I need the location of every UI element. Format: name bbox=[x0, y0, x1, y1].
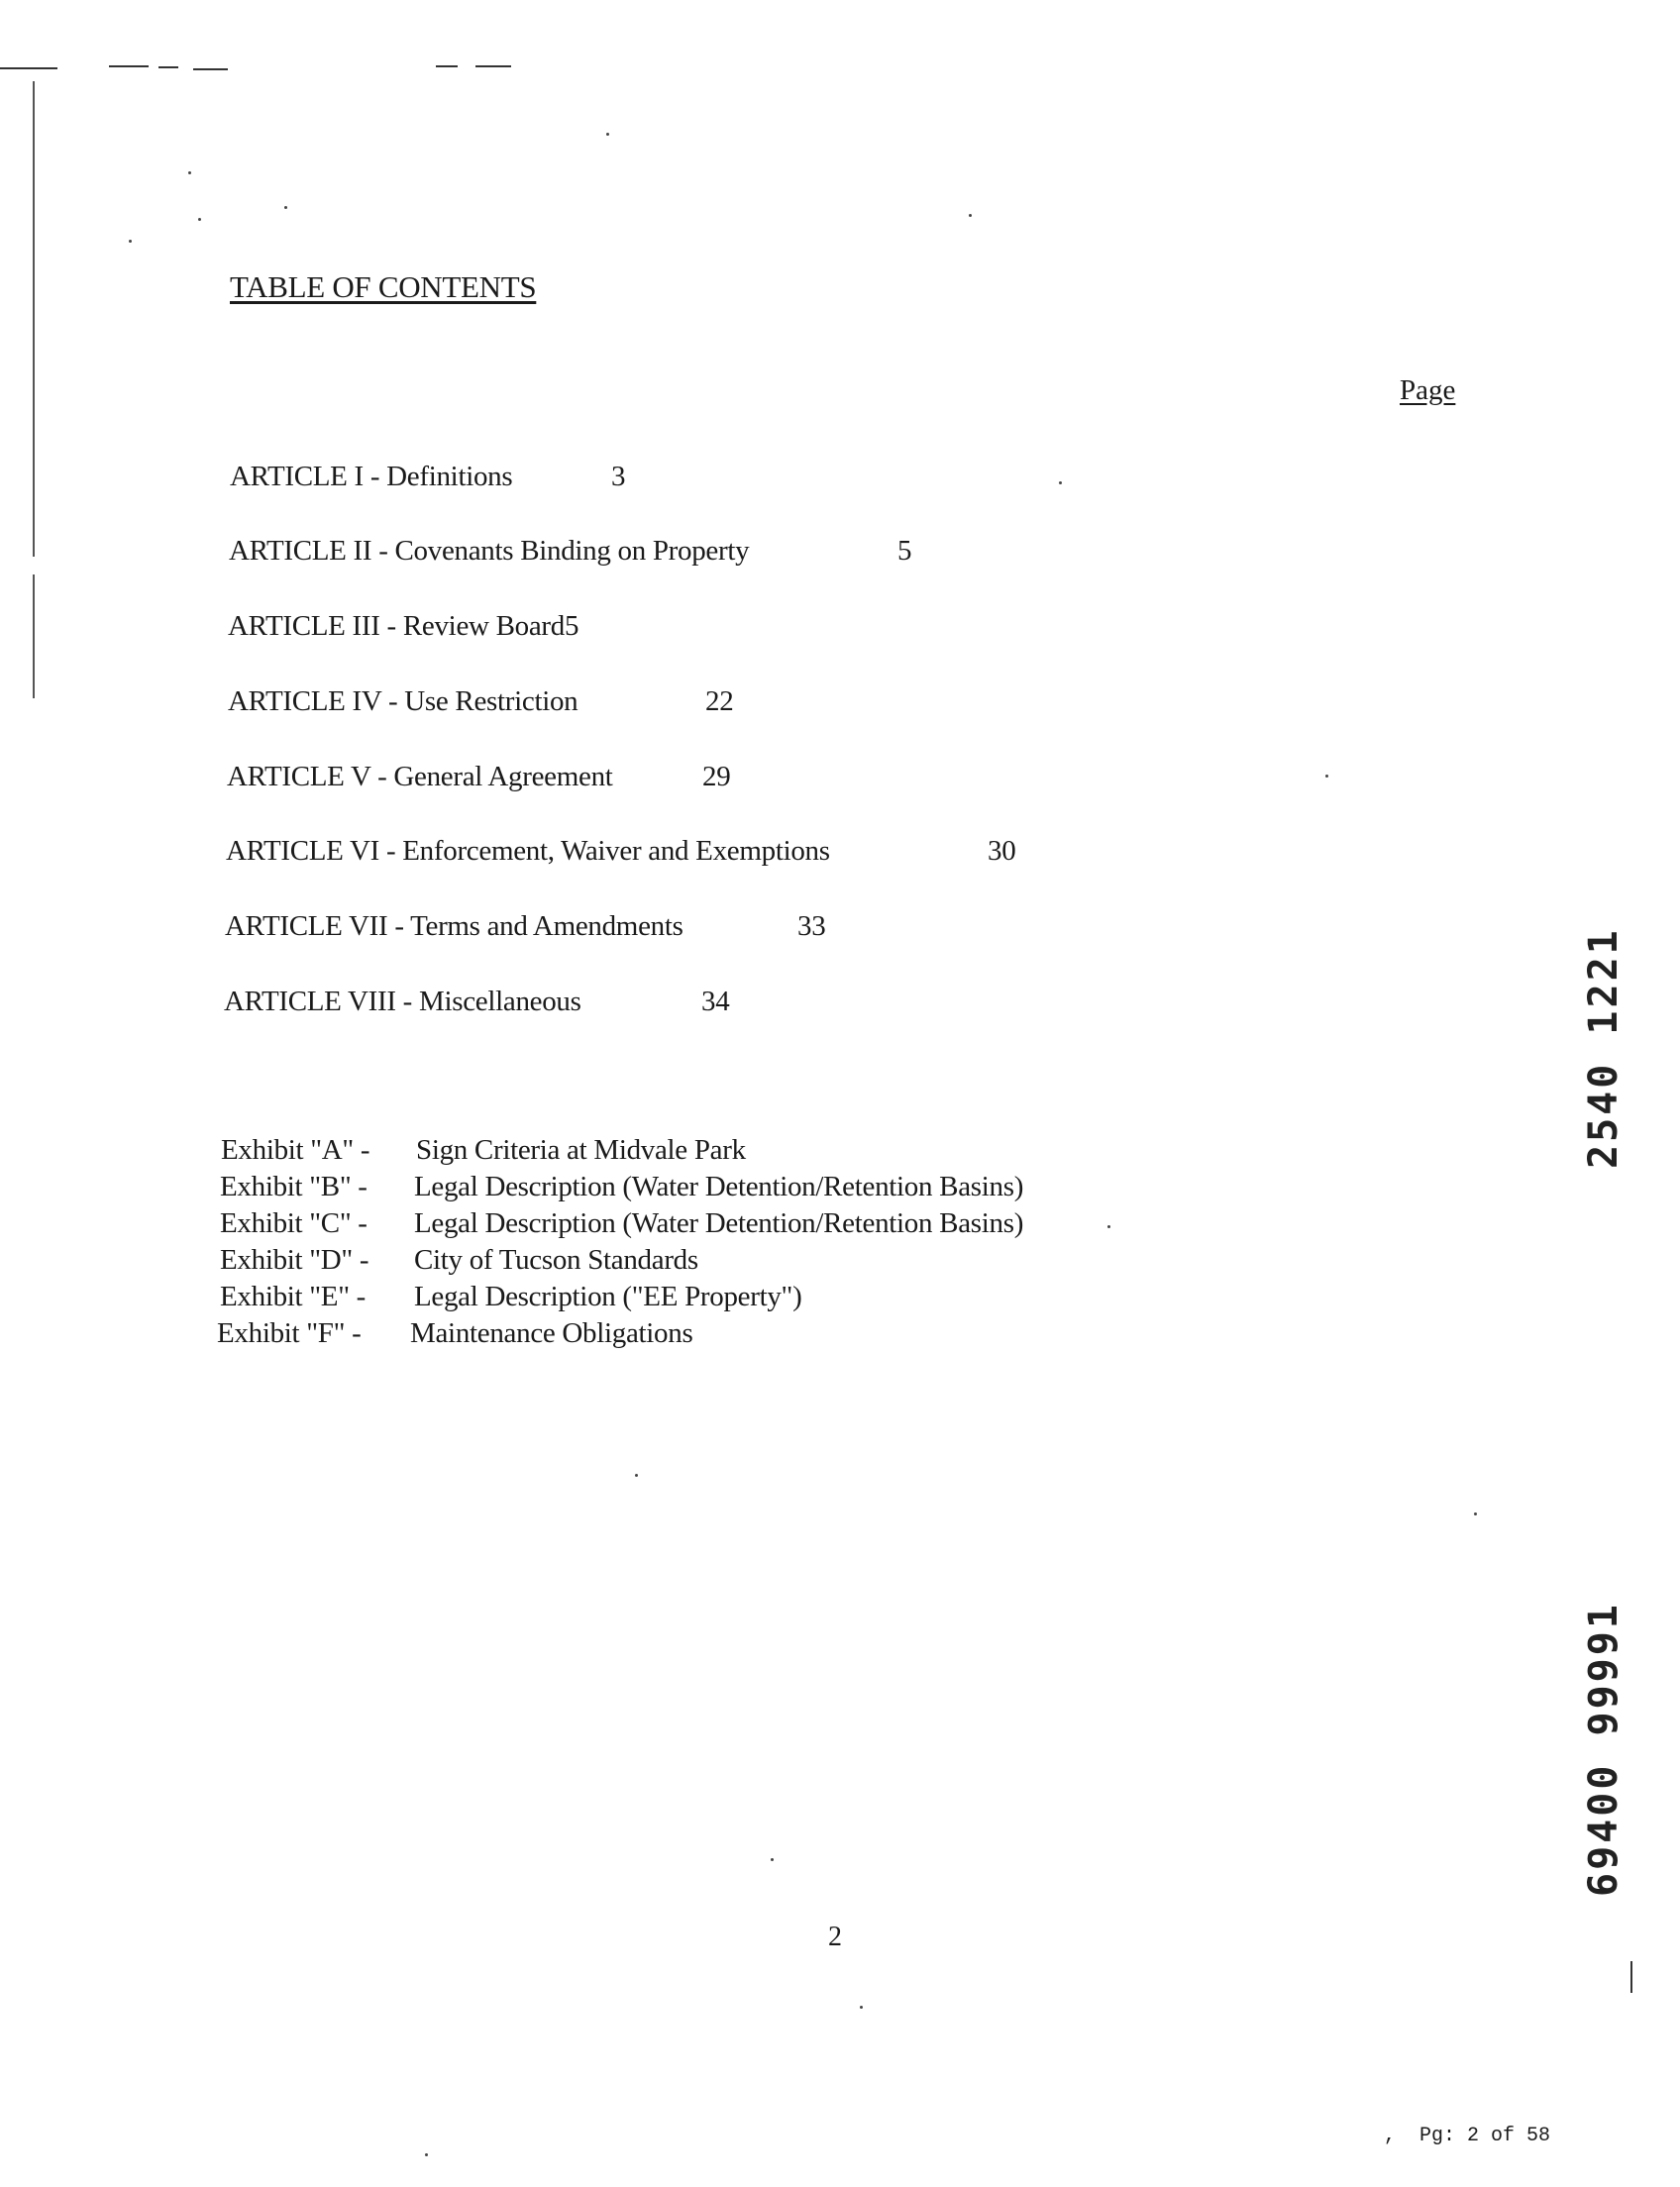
toc-entry-page: 3 bbox=[611, 461, 626, 492]
exhibit-label: Exhibit "D" - bbox=[220, 1244, 369, 1276]
exhibit-description: Maintenance Obligations bbox=[410, 1317, 693, 1349]
scan-mark bbox=[193, 68, 228, 70]
scan-speck bbox=[425, 2153, 428, 2156]
toc-entry bbox=[224, 986, 730, 1018]
toc-entry-page: 29 bbox=[702, 761, 731, 792]
toc-entry-title: ARTICLE II - Covenants Binding on Property bbox=[229, 535, 750, 567]
recording-stamp: 69400 99991 bbox=[1581, 1602, 1627, 1897]
scan-mark bbox=[158, 66, 178, 68]
scan-speck bbox=[969, 214, 972, 217]
toc-entry-title: ARTICLE I - Definitions bbox=[230, 461, 513, 492]
toc-entry-title: ARTICLE VIII - Miscellaneous bbox=[224, 986, 581, 1017]
exhibit-description: City of Tucson Standards bbox=[414, 1244, 698, 1276]
toc-entry bbox=[225, 910, 826, 943]
scan-rule bbox=[33, 81, 35, 557]
toc-entry bbox=[230, 461, 626, 493]
scan-speck bbox=[860, 2006, 863, 2009]
toc-entry-title: ARTICLE V - General Agreement bbox=[227, 761, 613, 792]
toc-entry-title: ARTICLE VII - Terms and Amendments bbox=[225, 910, 683, 942]
toc-entry-title: ARTICLE IV - Use Restriction bbox=[228, 685, 578, 717]
scan-mark bbox=[0, 67, 57, 69]
scan-mark bbox=[109, 65, 149, 67]
toc-entry-page: 22 bbox=[705, 685, 734, 717]
toc-entry-page: 5 bbox=[897, 535, 912, 567]
exhibit-label: Exhibit "C" - bbox=[220, 1207, 368, 1239]
exhibit-description: Legal Description ("EE Property") bbox=[414, 1281, 802, 1312]
toc-entry bbox=[228, 610, 578, 643]
scan-speck bbox=[1059, 481, 1062, 484]
toc-entry bbox=[228, 685, 734, 718]
exhibit-description: Sign Criteria at Midvale Park bbox=[416, 1134, 746, 1166]
scan-mark bbox=[1630, 1961, 1632, 1993]
exhibit-label: Exhibit "B" - bbox=[220, 1171, 368, 1202]
footer-page-count: , Pg: 2 of 58 bbox=[1384, 2125, 1551, 2147]
toc-entry-page: 33 bbox=[797, 910, 826, 942]
scan-speck bbox=[771, 1858, 774, 1861]
page-number: 2 bbox=[828, 1922, 842, 1952]
exhibit-description: Legal Description (Water Detention/Retention Basins) bbox=[414, 1207, 1024, 1239]
scan-speck bbox=[606, 133, 609, 136]
exhibit-label: Exhibit "A" - bbox=[221, 1134, 370, 1166]
toc-entry-title: ARTICLE VI - Enforcement, Waiver and Exemptions bbox=[226, 835, 830, 867]
page-column-header: Page bbox=[1400, 374, 1456, 406]
toc-entry-page: 30 bbox=[988, 835, 1016, 867]
recording-stamp: 2540 1221 bbox=[1581, 927, 1627, 1169]
toc-title: TABLE OF CONTENTS bbox=[230, 269, 537, 304]
scan-speck bbox=[1474, 1512, 1477, 1515]
toc-entry bbox=[226, 835, 1016, 868]
exhibit-label: Exhibit "E" - bbox=[220, 1281, 367, 1312]
toc-entry bbox=[229, 535, 912, 568]
exhibit-label: Exhibit "F" - bbox=[217, 1317, 362, 1349]
toc-entry bbox=[227, 761, 731, 793]
toc-entry-page: 34 bbox=[701, 986, 730, 1017]
scan-rule bbox=[33, 574, 35, 698]
toc-entry-title: ARTICLE III - Review Board5 bbox=[228, 610, 579, 642]
scan-speck bbox=[635, 1474, 638, 1477]
scan-speck bbox=[1107, 1225, 1110, 1228]
scan-speck bbox=[129, 240, 132, 243]
scan-speck bbox=[198, 218, 201, 221]
scan-mark bbox=[436, 65, 458, 67]
scan-speck bbox=[284, 206, 287, 209]
exhibit-description: Legal Description (Water Detention/Retention Basins) bbox=[414, 1171, 1024, 1202]
scan-mark bbox=[475, 65, 511, 67]
scan-speck bbox=[188, 171, 191, 174]
scan-speck bbox=[1325, 775, 1328, 778]
